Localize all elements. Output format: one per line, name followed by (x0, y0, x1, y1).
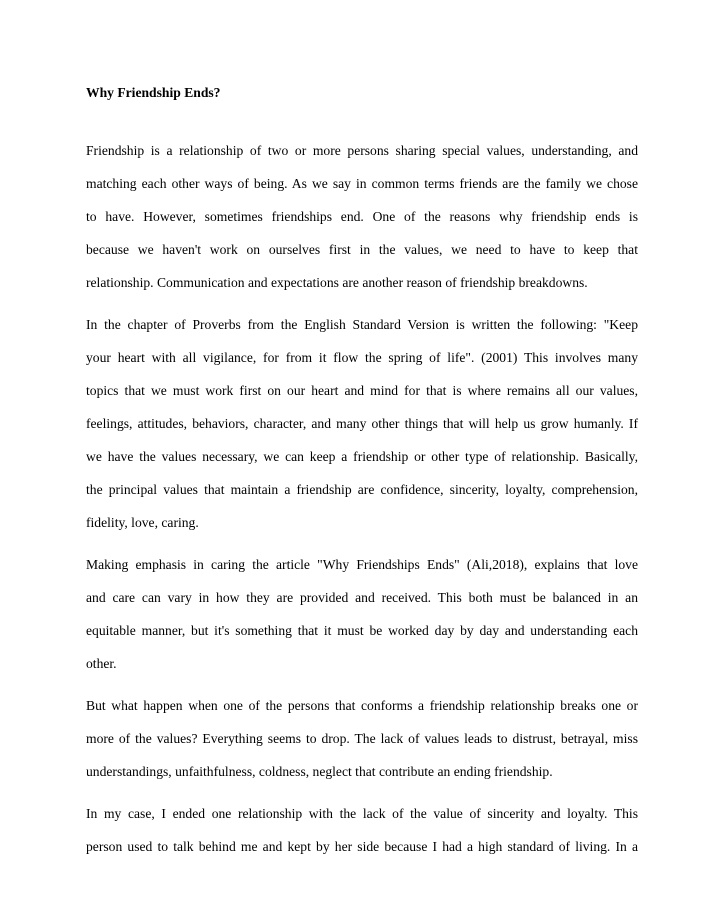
paragraph-line: Making emphasis in caring the article "Why Friendships Ends" (Ali,2018), explains that love (86, 557, 638, 572)
document-body (86, 84, 638, 872)
paragraph-line: fidelity, love, caring. (86, 515, 199, 530)
paragraph-2 (86, 308, 638, 539)
document-title: Why Friendship Ends? (86, 85, 221, 100)
paragraph-line: we have the values necessary, we can keep a friendship or other type of relationship. Basically, (86, 449, 638, 464)
paragraph-3 (86, 548, 638, 680)
paragraph-line: In the chapter of Proverbs from the English Standard Version is written the following: "Keep (86, 317, 638, 332)
paragraph-line: But what happen when one of the persons that conforms a friendship relationship breaks one or (86, 698, 638, 713)
paragraph-line: to have. However, sometimes friendships end. One of the reasons why friendship ends is (86, 209, 638, 224)
paragraph-line: matching each other ways of being. As we say in common terms friends are the family we chose (86, 176, 638, 191)
paragraph-line: the principal values that maintain a friendship are confidence, sincerity, loyalty, comprehension, (86, 482, 638, 497)
paragraph-line: relationship. Communication and expectations are another reason of friendship breakdowns. (86, 275, 588, 290)
paragraph-line: In my case, I ended one relationship with the lack of the value of sincerity and loyalty. This (86, 806, 638, 821)
paragraph-line: and care can vary in how they are provided and received. This both must be balanced in an (86, 590, 638, 605)
paragraph-line: equitable manner, but it's something that it must be worked day by day and understanding each (86, 623, 638, 638)
paragraph-line: feelings, attitudes, behaviors, character, and many other things that will help us grow humanly. If (86, 416, 638, 431)
paragraph-1 (86, 134, 638, 299)
paragraph-line: Friendship is a relationship of two or more persons sharing special values, understanding, and (86, 143, 638, 158)
paragraph-line: other. (86, 656, 117, 671)
paragraph-line: person used to talk behind me and kept by her side because I had a high standard of living. In a (86, 839, 638, 854)
paragraph-line: more of the values? Everything seems to drop. The lack of values leads to distrust, betrayal, miss (86, 731, 638, 746)
paragraph-line: your heart with all vigilance, for from it flow the spring of life". (2001) This involves many (86, 350, 638, 365)
paragraph-4 (86, 689, 638, 788)
paragraph-5 (86, 797, 638, 863)
paragraph-line: understandings, unfaithfulness, coldness, neglect that contribute an ending friendship. (86, 764, 553, 779)
paragraph-line: because we haven't work on ourselves first in the values, we need to have to keep that (86, 242, 638, 257)
paragraph-line: topics that we must work first on our heart and mind for that is where remains all our values, (86, 383, 638, 398)
